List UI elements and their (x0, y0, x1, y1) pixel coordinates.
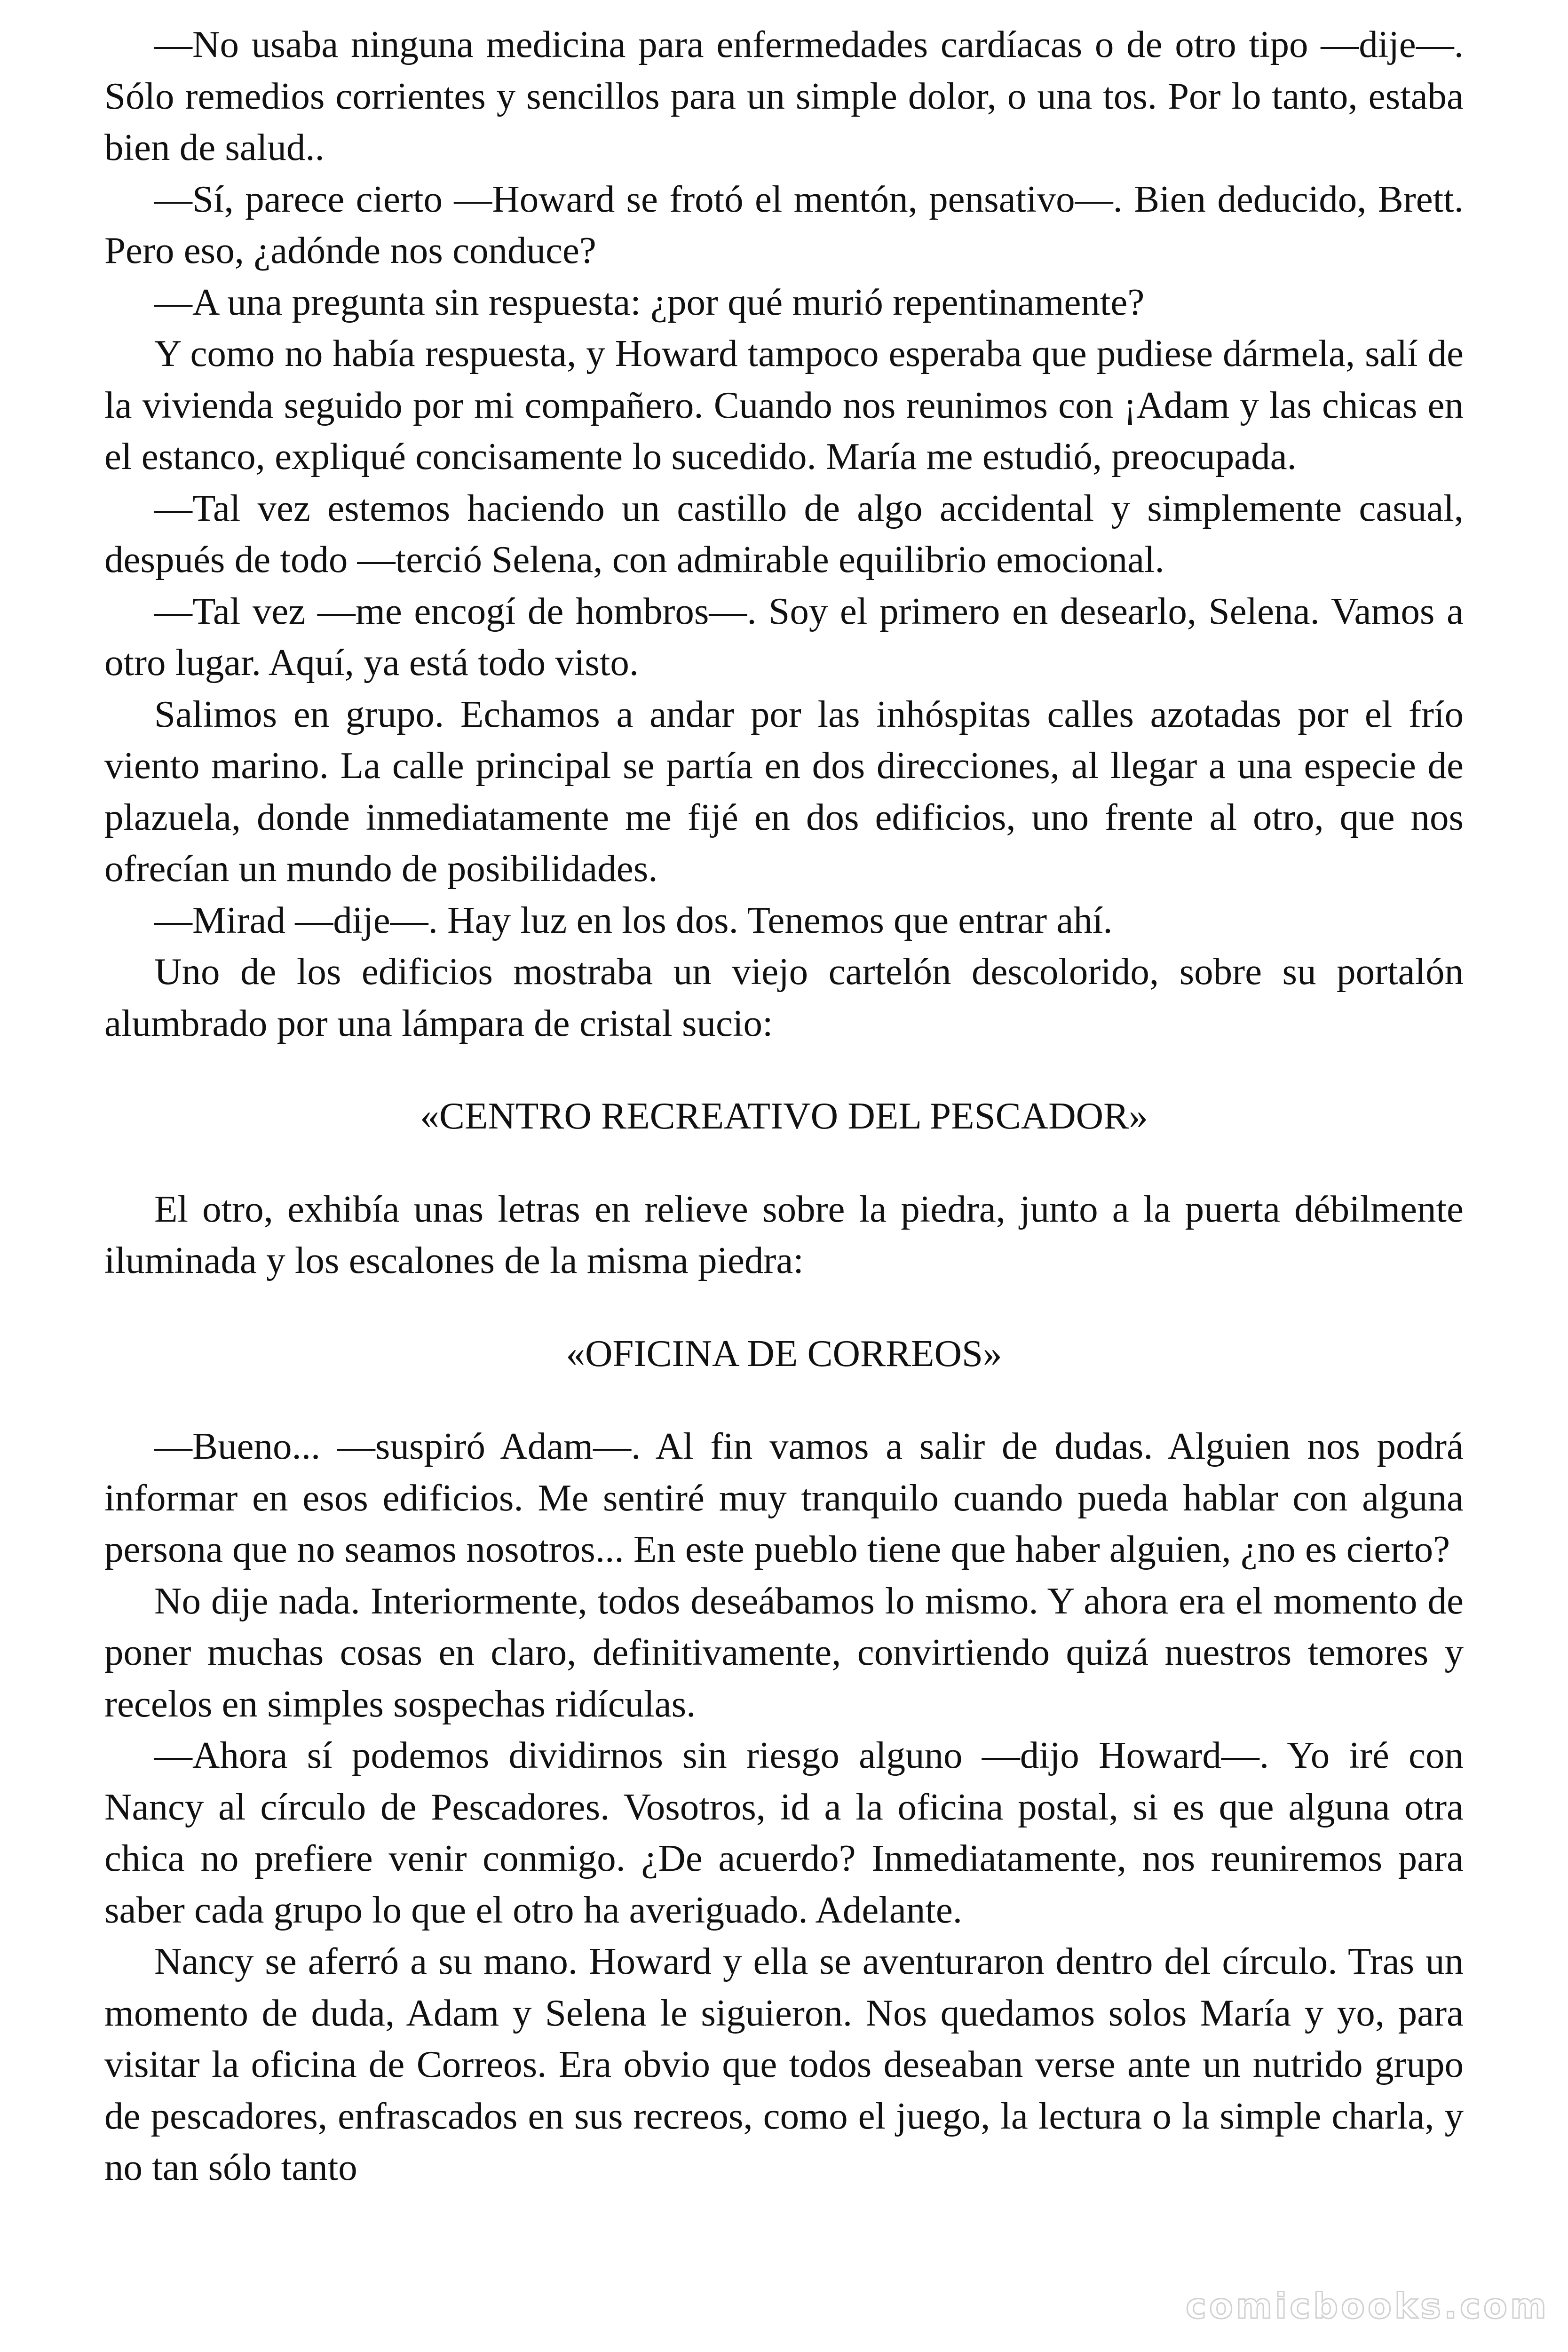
document-page (104, 19, 1464, 2193)
paragraph: —No usaba ninguna medicina para enfermedades cardíacas o de otro tipo —dije—. Sólo remedios corrientes y sencillos para un simple dolor, o una tos. Por lo tanto, estaba bien de salud.. (104, 23, 1464, 168)
paragraph: —A una pregunta sin respuesta: ¿por qué murió repentinamente? (154, 280, 1145, 323)
paragraph: Uno de los edificios mostraba un viejo cartelón descolorido, sobre su portalón alumbrado por una lámpara de cristal sucio: (104, 950, 1464, 1044)
paragraph: —Tal vez estemos haciendo un castillo de algo accidental y simplemente casual, después de todo —terció Selena, con admirable equilibrio emocional. (104, 486, 1464, 580)
paragraph: Salimos en grupo. Echamos a andar por las inhóspitas calles azotadas por el frío viento marino. La calle principal se partía en dos direcciones, al llegar a una especie de plazuela, donde inmediatamente me fijé en dos edificios, uno frente al otro, que nos ofrecían un mundo de posibilidades. (104, 692, 1464, 890)
paragraph: —Ahora sí podemos dividirnos sin riesgo alguno —dijo Howard—. Yo iré con Nancy al círculo de Pescadores. Vosotros, id a la oficina postal, si es que alguna otra chica no prefiere venir conmigo. ¿De acuerdo? Inmediatamente, nos reuniremos para saber cada grupo lo que el otro ha averiguado. Adelante. (104, 1734, 1464, 1931)
sign-text-centro-recreativo: «CENTRO RECREATIVO DEL PESCADOR» (420, 1095, 1148, 1137)
paragraph: —Sí, parece cierto —Howard se frotó el mentón, pensativo—. Bien deducido, Brett. Pero eso, ¿adónde nos conduce? (104, 177, 1464, 271)
paragraph: —Mirad —dije—. Hay luz en los dos. Tenemos que entrar ahí. (154, 898, 1113, 941)
paragraph: —Bueno... —suspiró Adam—. Al fin vamos a salir de dudas. Alguien nos podrá informar en esos edificios. Me sentiré muy tranquilo cuando pueda hablar con alguna persona que no seamos nosotros... En este pueblo tiene que haber alguien, ¿no es cierto? (104, 1425, 1464, 1570)
paragraph: —Tal vez —me encogí de hombros—. Soy el primero en desearlo, Selena. Vamos a otro lugar. Aquí, ya está todo visto. (104, 589, 1464, 683)
paragraph: Nancy se aferró a su mano. Howard y ella se aventuraron dentro del círculo. Tras un momento de duda, Adam y Selena le siguieron. Nos quedamos solos María y yo, para visitar la oficina de Correos. Era obvio que todos deseaban verse ante un nutrido grupo de pescadores, enfrascados en sus recreos, como el juego, la lectura o la simple charla, y no tan sólo tanto (104, 1940, 1464, 2188)
sign-text-oficina-correos: «OFICINA DE CORREOS» (566, 1332, 1002, 1375)
paragraph: Y como no había respuesta, y Howard tampoco esperaba que pudiese dármela, salí de la vivienda seguido por mi compañero. Cuando nos reunimos con ¡Adam y las chicas en el estanco, expliqué concisamente lo sucedido. María me estudió, preocupada. (104, 332, 1464, 477)
paragraph: No dije nada. Interiormente, todos deseábamos lo mismo. Y ahora era el momento de poner muchas cosas en claro, definitivamente, convirtiendo quizá nuestros temores y recelos en simples sospechas ridículas. (104, 1579, 1464, 1725)
paragraph: El otro, exhibía unas letras en relieve sobre la piedra, junto a la puerta débilmente iluminada y los escalones de la misma piedra: (104, 1187, 1464, 1281)
watermark-logo: comicbooks.com (1186, 2286, 1549, 2327)
